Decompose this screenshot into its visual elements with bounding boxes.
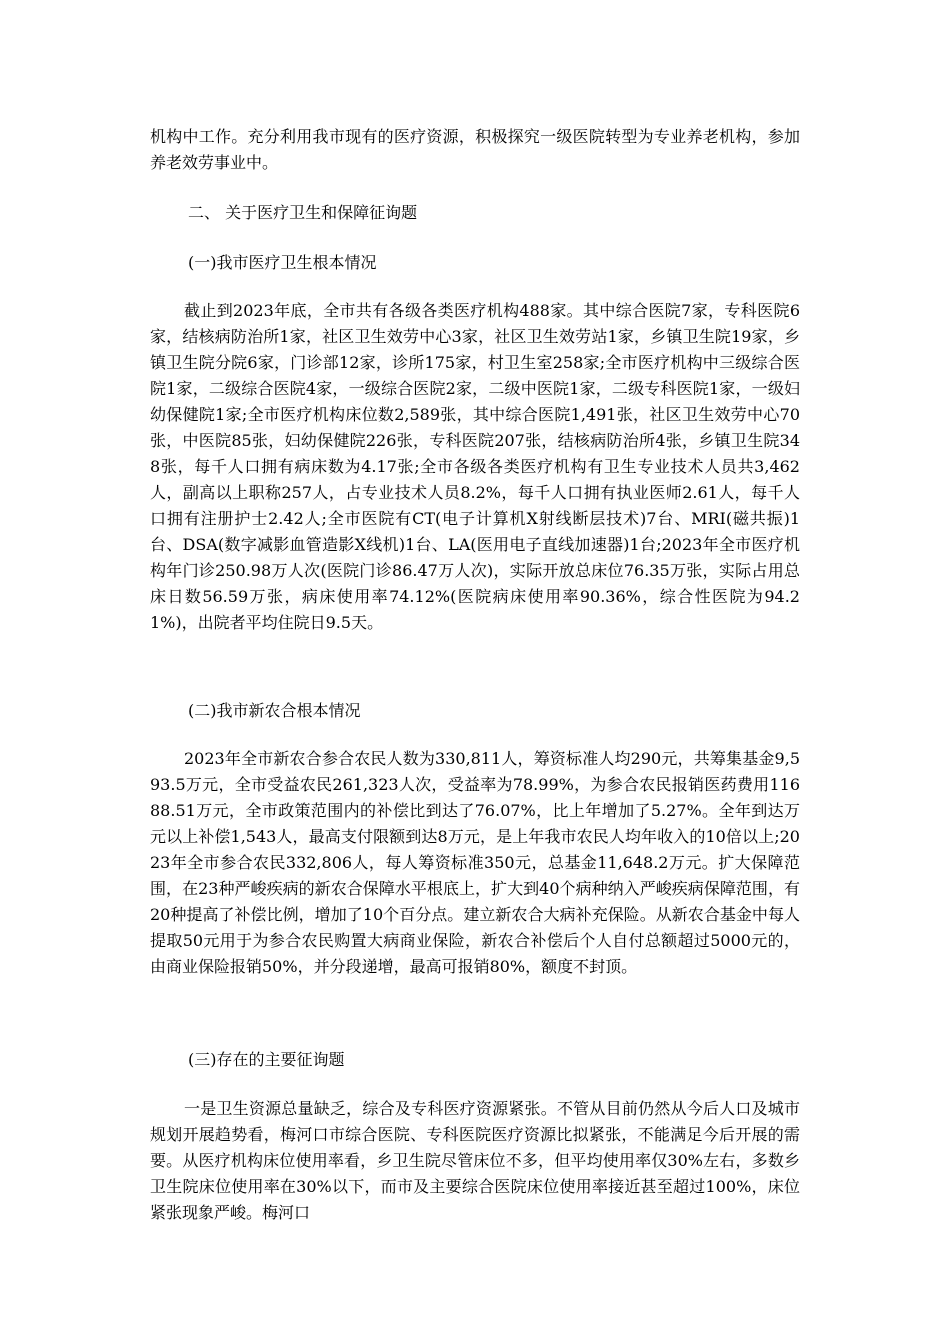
intro-paragraph: 机构中工作。充分利用我市现有的医疗资源，积极探究一级医院转型为专业养老机构，参加养老效劳事业中。	[150, 127, 800, 172]
subheading-problems: (三)存在的主要征询题	[188, 1050, 345, 1069]
section-heading: 二、 关于医疗卫生和保障征询题	[188, 203, 418, 222]
subheading-basic-health: (一)我市医疗卫生根本情况	[188, 253, 377, 272]
rural-coop-paragraph: 2023年全市新农合参合农民人数为330,811人，筹资标准人均290元，共筹集基金9,593.5万元，全市受益农民261,323人次，受益率为78.99%，为参合农民报销医药费用11688.51万元，全市政策范围内的补偿比到达了76.07%，比上年增加了5.27%。全年到达万元以上补偿1,543人，最高支付限额到达8万元，是上年我市农民人均年收入的10倍以上;2023年全市参合农民332,806人，每人筹资标准350元，总基金11,648.2万元。扩大保障范围，在23种严峻疾病的新农合保障水平根底上，扩大到40个病种纳入严峻疾病保障范围，有20种提高了补偿比例，增加了10个百分点。建立新农合大病补充保险。从新农合基金中每人提取50元用于为参合农民购置大病商业保险，新农合补偿后个人自付总额超过5000元的，由商业保险报销50%，并分段递增，最高可报销80%，额度不封顶。	[150, 749, 800, 976]
basic-health-paragraph: 截止到2023年底，全市共有各级各类医疗机构488家。其中综合医院7家，专科医院6家，结核病防治所1家，社区卫生效劳中心3家，社区卫生效劳站1家，乡镇卫生院19家，乡镇卫生院分院6家，门诊部12家，诊所175家，村卫生室258家;全市医疗机构中三级综合医院1家，二级综合医院4家，一级综合医院2家，二级中医院1家，二级专科医院1家，一级妇幼保健院1家;全市医疗机构床位数2,589张，其中综合医院1,491张，社区卫生效劳中心70张，中医院85张，妇幼保健院226张，专科医院207张，结核病防治所4张，乡镇卫生院348张，每千人口拥有病床数为4.17张;全市各级各类医疗机构有卫生专业技术人员共3,462人，副高以上职称257人，占专业技术人员8.2%，每千人口拥有执业医师2.61人，每千人口拥有注册护士2.42人;全市医院有CT(电子计算机X射线断层技术)7台、MRI(磁共振)1台、DSA(数字减影血管造影X线机)1台、LA(医用电子直线加速器)1台;2023年全市医疗机构年门诊250.98万人次(医院门诊86.47万人次)，实际开放总床位76.35万张，实际占用总床日数56.59万张，病床使用率74.12%(医院病床使用率90.36%，综合性医院为94.21%)，出院者平均住院日9.5天。	[150, 301, 800, 632]
problems-paragraph: 一是卫生资源总量缺乏，综合及专科医疗资源紧张。不管从目前仍然从今后人口及城市规划开展趋势看，梅河口市综合医院、专科医院医疗资源比拟紧张，不能满足今后开展的需要。从医疗机构床位使用率看，乡卫生院尽管床位不多，但平均使用率仅30%左右，多数乡卫生院床位使用率在30%以下，而市及主要综合医院床位使用率接近甚至超过100%，床位紧张现象严峻。梅河口	[150, 1099, 800, 1222]
subheading-rural-coop: (二)我市新农合根本情况	[188, 701, 361, 720]
